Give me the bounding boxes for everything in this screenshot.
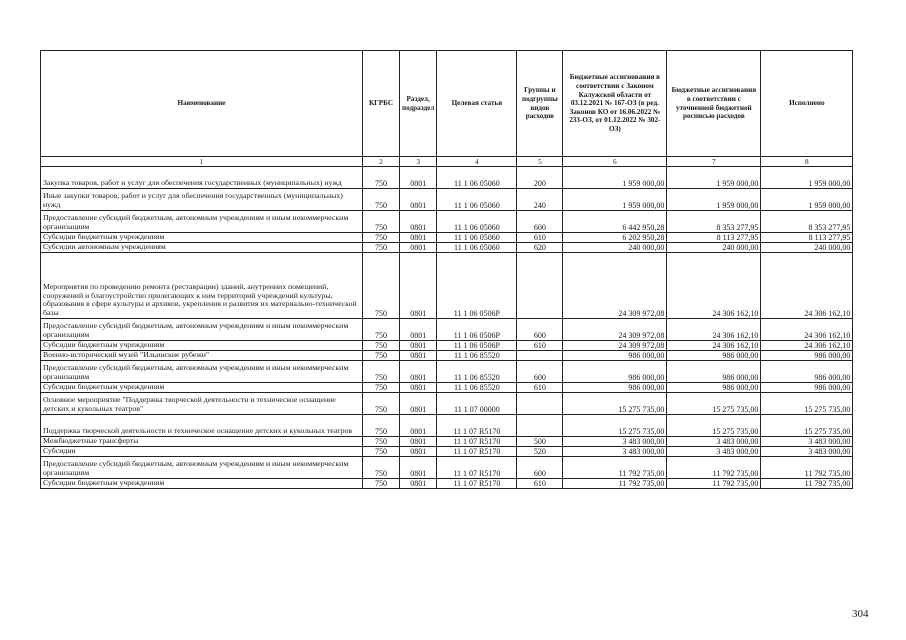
row-kgrbs: 750 (363, 319, 400, 341)
table-row (41, 361, 853, 383)
table-row (41, 253, 853, 319)
row-executed: 986 000,00 (761, 361, 853, 383)
row-name: Субсидии бюджетным учреждениям (41, 233, 363, 243)
row-name: Предоставление субсидий бюджетным, автономным учреждениям и иным некоммерческим организациям (41, 457, 363, 479)
row-target: 11 1 07 R5170 (437, 479, 517, 489)
row-budget-refined: 1 959 000,00 (667, 167, 761, 189)
row-budget-refined: 15 275 735,00 (667, 393, 761, 415)
row-target: 11 1 06 85520 (437, 361, 517, 383)
row-executed: 15 275 735,00 (761, 415, 853, 437)
row-budget-refined: 986 000,00 (667, 361, 761, 383)
row-target: 11 1 06 05060 (437, 211, 517, 233)
row-section: 0801 (400, 447, 437, 457)
row-executed: 1 959 000,00 (761, 167, 853, 189)
budget-table-sheet (40, 50, 853, 489)
row-budget-law: 15 275 735,00 (563, 393, 667, 415)
row-target: 11 1 06 05060 (437, 243, 517, 253)
row-section: 0801 (400, 243, 437, 253)
column-number: 3 (400, 157, 437, 167)
row-budget-refined: 1 959 000,00 (667, 189, 761, 211)
row-executed: 3 483 000,00 (761, 437, 853, 447)
table-row (41, 447, 853, 457)
row-group (517, 253, 563, 319)
row-executed: 986 000,00 (761, 351, 853, 361)
row-section: 0801 (400, 415, 437, 437)
row-executed: 11 792 735,00 (761, 479, 853, 489)
row-group: 600 (517, 361, 563, 383)
row-name: Закупка товаров, работ и услуг для обеспечения государственных (муниципальных) нужд (41, 167, 363, 189)
page-number: 304 (852, 608, 869, 620)
row-kgrbs: 750 (363, 189, 400, 211)
row-kgrbs: 750 (363, 253, 400, 319)
row-budget-law: 1 959 000,00 (563, 189, 667, 211)
row-target: 11 1 06 85520 (437, 383, 517, 393)
column-number: 7 (667, 157, 761, 167)
row-group: 610 (517, 341, 563, 351)
row-target: 11 1 06 05060 (437, 189, 517, 211)
row-target: 11 1 06 05060 (437, 233, 517, 243)
row-group: 610 (517, 479, 563, 489)
row-section: 0801 (400, 393, 437, 415)
row-section: 0801 (400, 457, 437, 479)
row-section: 0801 (400, 383, 437, 393)
header-kgrbs: КГРБС (363, 51, 400, 157)
row-target: 11 1 07 R5170 (437, 447, 517, 457)
row-budget-law: 1 959 000,00 (563, 167, 667, 189)
row-name: Субсидии (41, 447, 363, 457)
table-row (41, 351, 853, 361)
row-target: 11 1 07 R5170 (437, 415, 517, 437)
row-name: Субсидии бюджетным учреждениям (41, 479, 363, 489)
table-row (41, 243, 853, 253)
row-name: Предоставление субсидий бюджетным, автономным учреждениям и иным некоммерческим организациям (41, 211, 363, 233)
row-section: 0801 (400, 189, 437, 211)
row-section: 0801 (400, 361, 437, 383)
row-executed: 240 000,00 (761, 243, 853, 253)
table-row (41, 457, 853, 479)
table-row (41, 479, 853, 489)
row-group (517, 393, 563, 415)
row-budget-refined: 24 306 162,10 (667, 319, 761, 341)
row-executed: 24 306 162,10 (761, 319, 853, 341)
row-name: Предоставление субсидий бюджетным, автономным учреждениям и иным некоммерческим организациям (41, 319, 363, 341)
table-row (41, 393, 853, 415)
row-budget-law: 6 202 950,28 (563, 233, 667, 243)
table-row (41, 189, 853, 211)
row-section: 0801 (400, 211, 437, 233)
row-executed: 11 792 735,00 (761, 457, 853, 479)
row-group: 200 (517, 167, 563, 189)
row-kgrbs: 750 (363, 233, 400, 243)
budget-table (40, 50, 853, 489)
row-group: 610 (517, 383, 563, 393)
row-kgrbs: 750 (363, 479, 400, 489)
row-target: 11 1 07 00000 (437, 393, 517, 415)
row-budget-refined: 24 306 162,10 (667, 253, 761, 319)
row-kgrbs: 750 (363, 447, 400, 457)
row-section: 0801 (400, 319, 437, 341)
row-kgrbs: 750 (363, 383, 400, 393)
row-executed: 1 959 000,00 (761, 189, 853, 211)
row-section: 0801 (400, 479, 437, 489)
row-budget-refined: 11 792 735,00 (667, 457, 761, 479)
header-name: Наименование (41, 51, 363, 157)
column-number: 6 (563, 157, 667, 167)
column-number: 4 (437, 157, 517, 167)
row-section: 0801 (400, 233, 437, 243)
row-budget-law: 11 792 735,00 (563, 479, 667, 489)
row-target: 11 1 06 85520 (437, 351, 517, 361)
header-budget-law: Бюджетные ассигнования в соответствии с Законом Калужской области от 03.12.2021 № 167-ОЗ (в ред. Законов КО от 16.06.2022 № 233-ОЗ, от 01.12.2022 № 302-ОЗ) (563, 51, 667, 157)
header-section: Раздел, подраздел (400, 51, 437, 157)
header-target: Целевая статья (437, 51, 517, 157)
row-target: 11 1 07 R5170 (437, 457, 517, 479)
header-row (41, 51, 853, 157)
table-row (41, 167, 853, 189)
row-group: 520 (517, 447, 563, 457)
row-budget-law: 15 275 735,00 (563, 415, 667, 437)
row-name: Иные закупки товаров, работ и услуг для обеспечения государственных (муниципальных) нужд (41, 189, 363, 211)
row-budget-refined: 240 000,00 (667, 243, 761, 253)
row-budget-law: 986 000,00 (563, 383, 667, 393)
row-budget-law: 6 442 950,28 (563, 211, 667, 233)
row-kgrbs: 750 (363, 243, 400, 253)
row-target: 11 1 06 0506Р (437, 319, 517, 341)
row-group: 600 (517, 319, 563, 341)
row-budget-refined: 986 000,00 (667, 383, 761, 393)
row-budget-refined: 3 483 000,00 (667, 447, 761, 457)
row-executed: 24 306 162,10 (761, 341, 853, 351)
row-kgrbs: 750 (363, 393, 400, 415)
row-section: 0801 (400, 167, 437, 189)
row-budget-law: 3 483 000,00 (563, 437, 667, 447)
row-budget-refined: 986 000,00 (667, 351, 761, 361)
row-name: Межбюджетные трансферты (41, 437, 363, 447)
row-kgrbs: 750 (363, 341, 400, 351)
row-budget-law: 986 000,00 (563, 351, 667, 361)
row-executed: 24 306 162,10 (761, 253, 853, 319)
table-body (41, 167, 853, 489)
header-executed: Исполнено (761, 51, 853, 157)
row-budget-refined: 11 792 735,00 (667, 479, 761, 489)
row-budget-refined: 8 113 277,95 (667, 233, 761, 243)
row-kgrbs: 750 (363, 167, 400, 189)
row-group: 600 (517, 211, 563, 233)
table-row (41, 341, 853, 351)
row-group: 620 (517, 243, 563, 253)
column-number: 1 (41, 157, 363, 167)
row-name: Поддержка творческой деятельности и техническое оснащение детских и кукольных театров (41, 415, 363, 437)
row-name: Субсидии автономным учреждениям (41, 243, 363, 253)
table-row (41, 415, 853, 437)
row-budget-refined: 3 483 000,00 (667, 437, 761, 447)
row-executed: 8 353 277,95 (761, 211, 853, 233)
row-section: 0801 (400, 351, 437, 361)
row-group: 240 (517, 189, 563, 211)
table-row (41, 383, 853, 393)
row-budget-law: 3 483 000,00 (563, 447, 667, 457)
row-budget-refined: 15 275 735,00 (667, 415, 761, 437)
row-name: Предоставление субсидий бюджетным, автономным учреждениям и иным некоммерческим организациям (41, 361, 363, 383)
row-kgrbs: 750 (363, 361, 400, 383)
column-number: 5 (517, 157, 563, 167)
row-executed: 986 000,00 (761, 383, 853, 393)
row-section: 0801 (400, 253, 437, 319)
row-kgrbs: 750 (363, 351, 400, 361)
row-budget-refined: 8 353 277,95 (667, 211, 761, 233)
row-target: 11 1 06 0506Р (437, 253, 517, 319)
row-budget-law: 11 792 735,00 (563, 457, 667, 479)
row-target: 11 1 06 0506Р (437, 341, 517, 351)
row-group (517, 415, 563, 437)
row-budget-refined: 24 306 162,10 (667, 341, 761, 351)
row-name: Мероприятия по проведению ремонта (реставрации) зданий, анутренних помещений, сооружений и благоустройство прилегающих к ним территорий учреждений культуры, образования в сфере культуры и архивов, укрепления и развития их материально-технической базы (41, 253, 363, 319)
row-budget-law: 24 309 972,08 (563, 319, 667, 341)
row-group (517, 351, 563, 361)
row-group: 610 (517, 233, 563, 243)
row-group: 500 (517, 437, 563, 447)
table-row (41, 437, 853, 447)
row-budget-law: 24 309 972,08 (563, 253, 667, 319)
row-executed: 3 483 000,00 (761, 447, 853, 457)
row-kgrbs: 750 (363, 437, 400, 447)
row-name: Субсидии бюджетным учреждениям (41, 383, 363, 393)
header-groups: Группы и подгруппы видов расходов (517, 51, 563, 157)
row-target: 11 1 07 R5170 (437, 437, 517, 447)
row-name: Военно-исторический музей "Ильинские рубежи" (41, 351, 363, 361)
table-row (41, 211, 853, 233)
row-kgrbs: 750 (363, 457, 400, 479)
row-executed: 15 275 735,00 (761, 393, 853, 415)
row-group: 600 (517, 457, 563, 479)
row-kgrbs: 750 (363, 415, 400, 437)
row-section: 0801 (400, 437, 437, 447)
column-number: 2 (363, 157, 400, 167)
row-budget-law: 986 000,00 (563, 361, 667, 383)
row-kgrbs: 750 (363, 211, 400, 233)
row-name: Субсидии бюджетным учреждениям (41, 341, 363, 351)
row-target: 11 1 06 05060 (437, 167, 517, 189)
row-budget-law: 240 000,00 (563, 243, 667, 253)
table-row (41, 319, 853, 341)
row-section: 0801 (400, 341, 437, 351)
column-number: 8 (761, 157, 853, 167)
row-name: Основное мероприятие "Поддержка творческой деятельности и техническое оснащение детских и кукольных театров" (41, 393, 363, 415)
table-row (41, 233, 853, 243)
row-executed: 8 113 277,95 (761, 233, 853, 243)
row-budget-law: 24 309 972,08 (563, 341, 667, 351)
header-budget-refined: Бюджетные ассигнования в соответствии с уточненной бюджетной росписью расходов (667, 51, 761, 157)
column-number-row (41, 157, 853, 167)
